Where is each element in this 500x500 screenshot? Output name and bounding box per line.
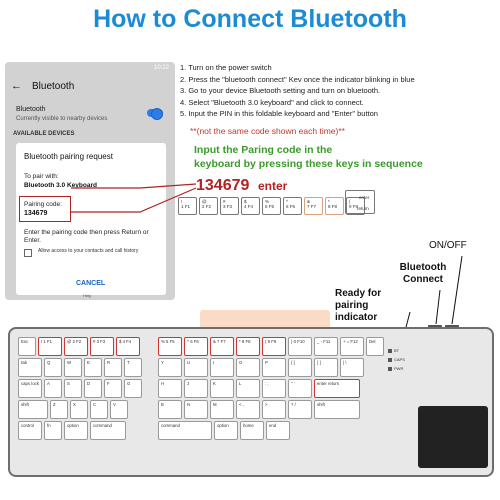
step-3: 3. Go to your device Bluetooth setting and turn on bluetooth. <box>180 86 381 95</box>
key-j[interactable]: J <box>184 379 208 398</box>
page-title: How to Connect Bluetooth <box>93 5 407 33</box>
seq-key-7: & 7 F7 <box>304 197 323 215</box>
bluetooth-toggle[interactable] <box>147 109 163 117</box>
key-equals[interactable]: + = F12 <box>340 337 364 356</box>
key-fn[interactable]: fn <box>44 421 62 440</box>
key-r[interactable]: R <box>104 358 122 377</box>
key-esc[interactable]: Esc <box>18 337 36 356</box>
key-shift-left[interactable]: shift <box>18 400 48 419</box>
seq-enter-key: enter return <box>345 190 375 214</box>
key-a[interactable]: A <box>44 379 62 398</box>
key-quote[interactable]: " ' <box>288 379 312 398</box>
key-6[interactable]: ^ 6 F6 <box>184 337 208 356</box>
key-2[interactable]: @ 2 F2 <box>64 337 88 356</box>
instruction-steps <box>180 62 500 120</box>
step-4: 4. Select "Bluetooth 3.0 keyboard" and click to connect. <box>180 97 364 107</box>
key-backslash[interactable]: | \ <box>340 358 364 377</box>
cancel-button[interactable]: CANCEL <box>76 280 106 287</box>
touchpad[interactable] <box>418 406 488 468</box>
key-9[interactable]: ( 9 F9 <box>262 337 286 356</box>
key-d[interactable]: D <box>84 379 102 398</box>
seq-key-5: % 5 F5 <box>262 197 281 215</box>
contacts-access-label: Allow access to your contacts and call history <box>38 248 139 254</box>
key-8[interactable]: * 8 F8 <box>236 337 260 356</box>
key-x[interactable]: X <box>70 400 88 419</box>
key-option-right[interactable]: option <box>214 421 238 440</box>
available-devices-header: AVAILABLE DEVICES <box>13 131 75 137</box>
back-arrow-icon[interactable]: ← <box>11 80 22 92</box>
pairing-code-large: 134679 <box>196 177 250 194</box>
key-5[interactable]: % 5 F5 <box>158 337 182 356</box>
key-l[interactable]: L <box>236 379 260 398</box>
pairing-instruction-line-1: Input the Paring code in the <box>194 144 333 156</box>
key-comma[interactable]: < , <box>236 400 260 419</box>
dialog-title: Bluetooth pairing request <box>24 152 113 161</box>
status-time: 10:22 <box>153 65 169 71</box>
key-4[interactable]: $ 4 F4 <box>116 337 140 356</box>
note-text: **(not the same code shown each time)** <box>190 126 345 136</box>
key-k[interactable]: K <box>210 379 234 398</box>
key-c[interactable]: C <box>90 400 108 419</box>
key-command-right[interactable]: command <box>158 421 212 440</box>
seq-key-1: ! 1 F1 <box>178 197 197 215</box>
key-i[interactable]: I <box>210 358 234 377</box>
key-home[interactable]: home <box>240 421 264 440</box>
key-bracket-right[interactable]: } ] <box>314 358 338 377</box>
step-1: 1. Turn on the power switch <box>180 63 272 72</box>
keyboard-right-half <box>158 337 386 471</box>
indicator-leds <box>388 348 405 375</box>
seq-key-8: * 8 F8 <box>325 197 344 215</box>
key-tab[interactable]: tab <box>18 358 42 377</box>
key-m[interactable]: M <box>210 400 234 419</box>
key-3[interactable]: # 3 F3 <box>90 337 114 356</box>
bluetooth-row-title: Bluetooth <box>16 106 46 113</box>
key-7[interactable]: & 7 F7 <box>210 337 234 356</box>
help-text: Help <box>83 293 92 298</box>
key-f[interactable]: F <box>104 379 122 398</box>
phone-screen <box>5 62 175 300</box>
key-p[interactable]: P <box>262 358 286 377</box>
key-0[interactable]: ) 0 F10 <box>288 337 312 356</box>
step-5: 5. Input the PIN in this foldable keyboard and "Enter" button <box>180 109 378 118</box>
key-minus[interactable]: _ - F11 <box>314 337 338 356</box>
seq-key-9: ( 9 F9 <box>346 197 365 215</box>
key-y[interactable]: Y <box>158 358 182 377</box>
key-n[interactable]: N <box>184 400 208 419</box>
led-power: PWR <box>388 366 405 371</box>
bluetooth-connect-callout: Bluetooth Connect <box>399 262 447 285</box>
key-caps-lock[interactable]: caps lock <box>18 379 42 398</box>
key-shift-right[interactable]: shift <box>314 400 360 419</box>
pairing-code-box <box>19 196 71 222</box>
seq-key-4: $ 4 F4 <box>241 197 260 215</box>
key-slash[interactable]: ? / <box>288 400 312 419</box>
pairing-code-enter: enter <box>258 179 288 193</box>
keyboard-left-half <box>18 337 146 471</box>
key-sequence <box>178 197 365 215</box>
onoff-callout: ON/OFF <box>429 240 467 251</box>
key-s[interactable]: S <box>64 379 82 398</box>
bluetooth-row-subtitle: Currently visible to nearby devices <box>16 116 108 122</box>
key-h[interactable]: H <box>158 379 182 398</box>
seq-key-2: @ 2 F2 <box>199 197 218 215</box>
led-caps: CAPS <box>388 357 405 362</box>
key-b[interactable]: B <box>158 400 182 419</box>
key-bracket-left[interactable]: { [ <box>288 358 312 377</box>
seq-key-6: ^ 6 F6 <box>283 197 302 215</box>
key-control[interactable]: control <box>18 421 42 440</box>
key-e[interactable]: E <box>84 358 102 377</box>
pairing-code-label: Pairing code: <box>24 201 62 208</box>
dialog-to-pair-label: To pair with: <box>24 173 59 180</box>
key-v[interactable]: V <box>110 400 128 419</box>
ready-indicator-callout: Ready for pairing indicator <box>335 288 382 323</box>
key-w[interactable]: W <box>64 358 82 377</box>
dialog-enter-instructions: Enter the pairing code then press Return or Enter. <box>24 229 149 244</box>
led-bluetooth: BT <box>388 348 405 353</box>
pairing-dialog <box>16 143 166 295</box>
key-1[interactable]: ! 1 F1 <box>38 337 62 356</box>
key-g[interactable]: G <box>124 379 142 398</box>
pairing-instruction <box>194 143 499 171</box>
dialog-device-name: Bluetooth 3.0 Keyboard <box>24 182 97 189</box>
key-period[interactable]: > . <box>262 400 286 419</box>
key-enter[interactable]: enter return <box>314 379 360 398</box>
key-end[interactable]: end <box>266 421 290 440</box>
key-option-left[interactable]: option <box>64 421 88 440</box>
bluetooth-header <box>11 80 74 92</box>
pairing-code-value: 134679 <box>24 210 48 217</box>
step-2: 2. Press the "bluetooth connect" Kev once the indicator blinking in blue <box>180 74 415 84</box>
key-command-left[interactable]: command <box>90 421 126 440</box>
key-t[interactable]: T <box>124 358 142 377</box>
key-delete[interactable]: Del <box>366 337 384 356</box>
key-u[interactable]: U <box>184 358 208 377</box>
key-z[interactable]: Z <box>50 400 68 419</box>
key-semicolon[interactable]: : ; <box>262 379 286 398</box>
key-o[interactable]: O <box>236 358 260 377</box>
contacts-access-checkbox[interactable] <box>24 249 32 257</box>
pairing-instruction-line-2: keyboard by pressing these keys in sequence <box>194 158 423 170</box>
seq-key-3: # 3 F3 <box>220 197 239 215</box>
key-q[interactable]: Q <box>44 358 62 377</box>
bluetooth-header-title: Bluetooth <box>32 80 75 92</box>
